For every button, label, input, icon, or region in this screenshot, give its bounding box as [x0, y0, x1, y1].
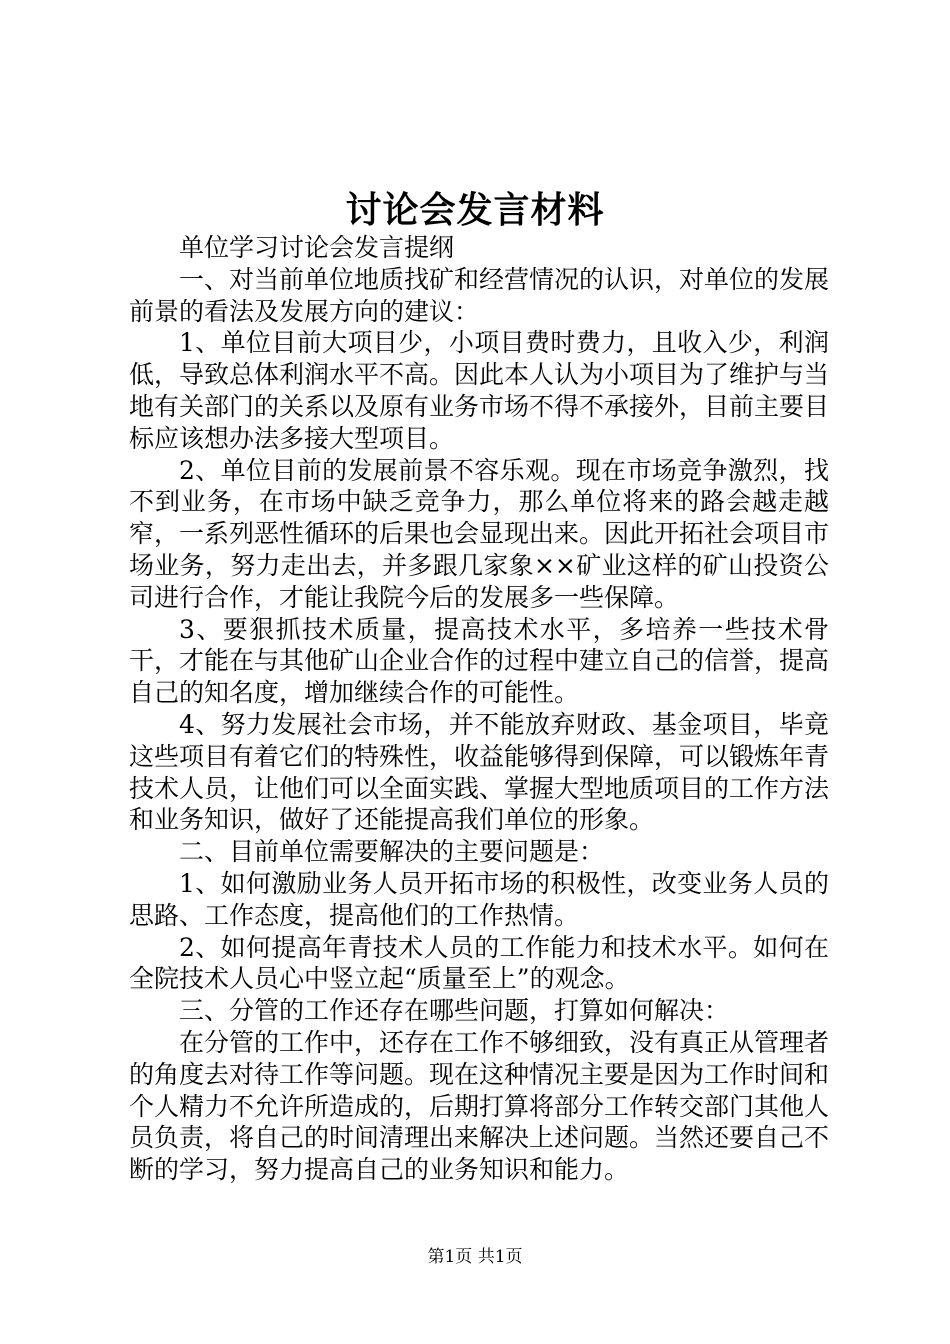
- paragraph-section-2-item-2: 2、如何提高年青技术人员的工作能力和技术水平。如何在全院技术人员心中竖立起“质量至上”的观念。: [129, 932, 829, 994]
- paragraph-section-1-item-1: 1、单位目前大项目少，小项目费时费力，且收入少，利润低，导致总体利润水平不高。因此本人认为小项目为了维护与当地有关部门的关系以及原有业务市场不得不承接外，目前主要目标应该想办法多接大型项目。: [129, 328, 830, 453]
- paragraph-section-1-item-4: 4、努力发展社会市场，并不能放弃财政、基金项目，毕竟这些项目有着它们的特殊性，收益能够得到保障，可以锻炼年青技术人员，让他们可以全面实践、掌握大型地质项目的工作方法和业务知识，做好了还能提高我们单位的形象。: [129, 709, 830, 835]
- paragraph-subtitle: 单位学习讨论会发言提纲: [179, 233, 455, 262]
- page-footer: 第1页 共1页: [427, 1247, 523, 1267]
- paragraph-section-1-heading: 一、对当前单位地质找矿和经营情况的认识，对单位的发展前景的看法及发展方向的建议：: [129, 264, 830, 326]
- paragraph-section-1-item-3: 3、要狠抓技术质量，提高技术水平，多培养一些技术骨干，才能在与其他矿山企业合作的过程中建立自己的信誉，提高自己的知名度，增加继续合作的可能性。: [129, 614, 830, 708]
- paragraph-section-2-item-1: 1、如何激励业务人员开拓市场的积极性，改变业务人员的思路、工作态度，提高他们的工作热情。: [129, 868, 829, 930]
- paragraph-section-1-item-2: 2、单位目前的发展前景不容乐观。现在市场竞争激烈，找不到业务，在市场中缺乏竞争力，那么单位将来的路会越走越窄，一系列恶性循环的后果也会显现出来。因此开拓社会项目市场业务，努力走出去，并多跟几家象××矿业这样的矿山投资公司进行合作，才能让我院今后的发展多一些保障。: [129, 455, 830, 612]
- paragraph-section-2-heading: 二、目前单位需要解决的主要问题是：: [179, 837, 605, 867]
- paragraph-section-3-heading: 三、分管的工作还存在哪些问题，打算如何解决：: [179, 996, 730, 1026]
- document-title: 讨论会发言材料: [345, 189, 605, 231]
- document-body: [129, 232, 829, 1186]
- paragraph-section-3-body: 在分管的工作中，还存在工作不够细致，没有真正从管理者的角度去对待工作等问题。现在这种情况主要是因为工作时间和个人精力不允许所造成的，后期打算将部分工作转交部门其他人员负责，将自己的时间清理出来解决上述问题。当然还要自己不断的学习，努力提高自己的业务知识和能力。: [129, 1027, 830, 1185]
